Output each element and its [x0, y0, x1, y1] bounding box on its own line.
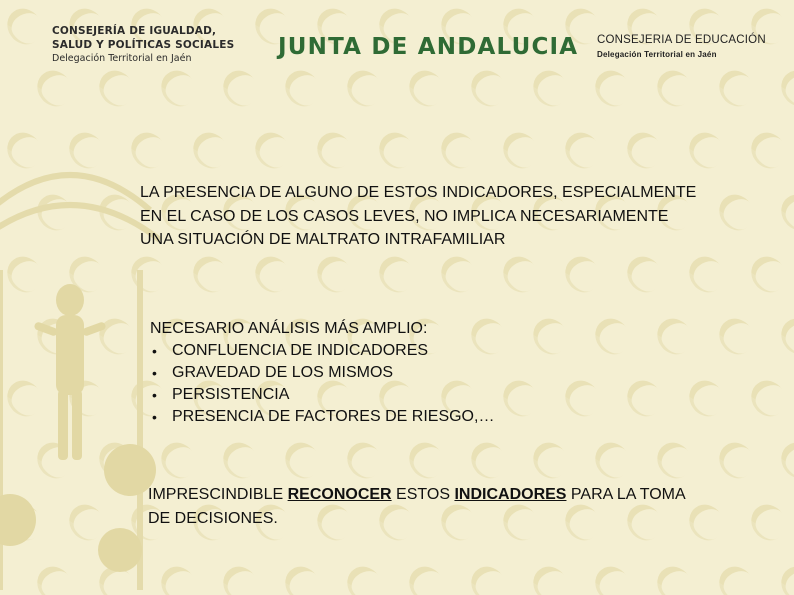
- header-left-line3: Delegación Territorial en Jaén: [52, 53, 192, 64]
- pattern-mark: [774, 64, 794, 113]
- analysis-heading: NECESARIO ANÁLISIS MÁS AMPLIO:: [150, 320, 428, 337]
- conclusion-emphasis-indicadores: INDICADORES: [454, 486, 567, 503]
- pattern-mark: [620, 250, 668, 299]
- list-item: [150, 406, 710, 428]
- analysis-section: [150, 318, 710, 428]
- pattern-mark: [30, 64, 78, 113]
- pattern-mark: [154, 64, 202, 113]
- list-item-text: CONFLUENCIA DE INDICADORES: [172, 342, 429, 359]
- pattern-mark: [216, 560, 264, 595]
- pattern-mark: [402, 64, 450, 113]
- pattern-mark: [340, 560, 388, 595]
- pattern-mark: [682, 126, 730, 175]
- pattern-mark: [340, 64, 388, 113]
- list-item-text: PRESENCIA DE FACTORES DE RIESGO,…: [172, 408, 495, 425]
- pattern-mark: [216, 436, 264, 485]
- pattern-mark: [558, 126, 606, 175]
- list-item: [150, 362, 710, 384]
- pattern-mark: [92, 64, 140, 113]
- indicators-paragraph: LA PRESENCIA DE ALGUNO DE ESTOS INDICADORES, ESPECIALMENTE EN EL CASO DE LOS CASOS LEVES, NO IMPLICA NECESARIAMENTE UNA SITUACIÓN DE MALTRATO INTRAFAMILIAR: [140, 184, 697, 248]
- pattern-mark: [402, 560, 450, 595]
- pattern-mark: [682, 250, 730, 299]
- pattern-mark: [650, 560, 698, 595]
- pattern-mark: [248, 250, 296, 299]
- pattern-mark: [340, 436, 388, 485]
- pattern-mark: [372, 250, 420, 299]
- pattern-mark: [588, 560, 636, 595]
- pattern-mark: [774, 436, 794, 485]
- pattern-mark: [464, 560, 512, 595]
- pattern-mark: [496, 126, 544, 175]
- pattern-mark: [744, 250, 792, 299]
- pattern-mark: [310, 126, 358, 175]
- conclusion-text-2: ESTOS: [391, 486, 455, 503]
- header-right-title: CONSEJERIA DE EDUCACIÓN: [597, 34, 766, 46]
- pattern-mark: [526, 64, 574, 113]
- pattern-mark: [558, 250, 606, 299]
- pattern-mark: [434, 250, 482, 299]
- pattern-mark: [278, 436, 326, 485]
- pattern-mark: [464, 64, 512, 113]
- pattern-mark: [402, 436, 450, 485]
- pattern-mark: [774, 560, 794, 595]
- pattern-mark: [278, 64, 326, 113]
- header-right-subtitle: Delegación Territorial en Jaén: [597, 50, 717, 59]
- bullet-icon: •: [152, 365, 157, 381]
- analysis-bullet-list: [150, 340, 710, 428]
- pattern-mark: [496, 250, 544, 299]
- conclusion-emphasis-reconocer: RECONOCER: [287, 486, 392, 503]
- pattern-mark: [0, 2, 48, 51]
- pattern-mark: [712, 312, 760, 361]
- list-item-text: PERSISTENCIA: [172, 386, 290, 403]
- pattern-mark: [744, 126, 792, 175]
- bullet-icon: •: [152, 343, 157, 359]
- pattern-mark: [620, 126, 668, 175]
- bullet-icon: •: [152, 387, 157, 403]
- junta-de-andalucia-logo: JUNTA DE ANDALUCIA: [278, 34, 579, 60]
- pattern-mark: [650, 436, 698, 485]
- conclusion-paragraph: [148, 483, 708, 530]
- list-item: [150, 384, 710, 406]
- list-item: [150, 340, 710, 362]
- conclusion-text-1: IMPRESCINDIBLE: [148, 486, 288, 503]
- pattern-mark: [712, 64, 760, 113]
- pattern-mark: [248, 126, 296, 175]
- pattern-mark: [744, 374, 792, 423]
- pattern-mark: [650, 64, 698, 113]
- header-left-line1: CONSEJERÍA DE IGUALDAD,: [52, 25, 217, 37]
- pattern-mark: [774, 188, 794, 237]
- pattern-mark: [526, 560, 574, 595]
- list-item-text: GRAVEDAD DE LOS MISMOS: [172, 364, 394, 381]
- consejeria-educacion-header: [597, 34, 766, 59]
- pattern-mark: [774, 312, 794, 361]
- pattern-mark: [186, 250, 234, 299]
- pattern-mark: [186, 126, 234, 175]
- pattern-mark: [712, 188, 760, 237]
- header-left-line2: SALUD Y POLÍTICAS SOCIALES: [52, 39, 235, 51]
- pattern-mark: [372, 126, 420, 175]
- pattern-mark: [278, 560, 326, 595]
- bullet-icon: •: [152, 409, 157, 425]
- pattern-mark: [712, 560, 760, 595]
- consejeria-igualdad-logo: [52, 24, 234, 65]
- pattern-mark: [310, 250, 358, 299]
- pattern-mark: [434, 126, 482, 175]
- pattern-mark: [464, 436, 512, 485]
- pattern-mark: [744, 498, 792, 547]
- pattern-mark: [712, 436, 760, 485]
- pattern-mark: [588, 436, 636, 485]
- pattern-mark: [526, 436, 574, 485]
- pattern-mark: [216, 64, 264, 113]
- conclusion-text-3: PARA LA TOMA DE DECISIONES.: [148, 486, 685, 527]
- pattern-mark: [588, 64, 636, 113]
